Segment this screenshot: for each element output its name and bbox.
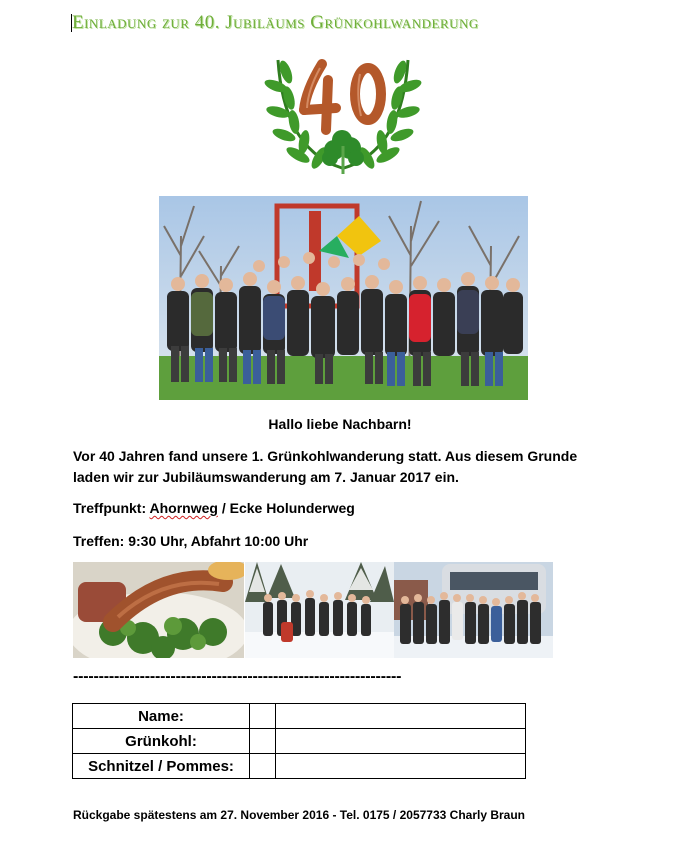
schnitzel-check-cell[interactable] xyxy=(250,754,276,779)
name-check-cell[interactable] xyxy=(250,704,276,729)
greeting: Hallo liebe Nachbarn! xyxy=(268,416,412,432)
laurel-wreath-icon xyxy=(264,50,422,182)
food-photo xyxy=(73,562,244,658)
name-label: Name: xyxy=(73,704,250,729)
kale-label: Grünkohl: xyxy=(73,729,250,754)
schnitzel-label: Schnitzel / Pommes: xyxy=(73,754,250,779)
meeting-point-label: Treffpunkt: xyxy=(73,500,147,516)
intro-text: Vor 40 Jahren fand unsere 1. Grünkohlwanderung statt. Aus diesem Grunde laden wir zur Jubiläumswanderung am 7. Januar 2017 ein. xyxy=(73,448,578,485)
cut-line: ---------------------------------------------------------------- xyxy=(73,668,402,685)
kale-field[interactable] xyxy=(276,729,526,754)
meeting-times: Treffen: 9:30 Uhr, Abfahrt 10:00 Uhr xyxy=(73,533,309,549)
meeting-point-street: Ahornweg xyxy=(149,500,218,516)
group-photo xyxy=(159,196,528,400)
name-field[interactable] xyxy=(276,704,526,729)
form-row-schnitzel xyxy=(73,754,526,779)
schnitzel-field[interactable] xyxy=(276,754,526,779)
registration-form xyxy=(72,703,526,779)
anniversary-logo xyxy=(264,50,422,182)
kale-check-cell[interactable] xyxy=(250,729,276,754)
form-row-name xyxy=(73,704,526,729)
winter-hike-photo xyxy=(245,562,394,658)
meeting-point-corner: / Ecke Holunderweg xyxy=(217,500,355,516)
meeting-point xyxy=(73,500,355,516)
form-row-kale xyxy=(73,729,526,754)
invitation-title: Einladung zur 40. Jubiläums Grünkohlwanderung xyxy=(72,12,479,33)
return-note: Rückgabe spätestens am 27. November 2016 - Tel. 0175 / 2057733 Charly Braun xyxy=(73,808,526,822)
bus-group-photo xyxy=(394,562,553,658)
